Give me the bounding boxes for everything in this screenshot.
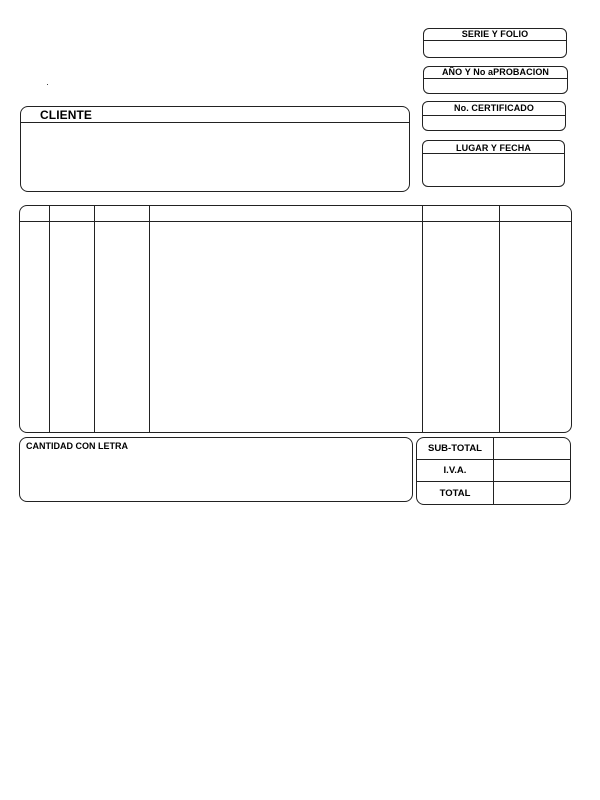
- total-value: [493, 482, 570, 504]
- iva-label: I.V.A.: [443, 465, 467, 476]
- lugar-fecha-box: [422, 140, 565, 187]
- items-table: [19, 205, 572, 433]
- totals-box: [416, 437, 571, 505]
- serie-folio-label: SERIE Y FOLIO: [424, 29, 566, 41]
- iva-row: [417, 460, 570, 482]
- lugar-fecha-label: LUGAR Y FECHA: [423, 141, 564, 154]
- cliente-label: CLIENTE: [21, 107, 409, 123]
- cliente-box: [20, 106, 410, 192]
- column-divider: [499, 206, 500, 432]
- anio-aprobacion-label: AÑO Y No aPROBACION: [424, 67, 567, 79]
- total-label: TOTAL: [439, 487, 471, 499]
- subtotal-row: [417, 438, 570, 460]
- iva-value: [493, 460, 570, 481]
- column-divider: [49, 206, 50, 432]
- serie-folio-box: [423, 28, 567, 58]
- anio-aprobacion-box: [423, 66, 568, 94]
- subtotal-value: [493, 438, 570, 459]
- certificado-box: [422, 101, 566, 131]
- stray-dot: [47, 84, 48, 85]
- column-divider: [94, 206, 95, 432]
- cantidad-letra-box: [19, 437, 413, 502]
- column-divider: [422, 206, 423, 432]
- total-row: [417, 482, 570, 504]
- items-table-header: [20, 206, 571, 222]
- subtotal-label: SUB-TOTAL: [427, 443, 482, 454]
- cantidad-letra-label: CANTIDAD CON LETRA: [26, 441, 128, 451]
- certificado-label: No. CERTIFICADO: [423, 102, 565, 116]
- column-divider: [149, 206, 150, 432]
